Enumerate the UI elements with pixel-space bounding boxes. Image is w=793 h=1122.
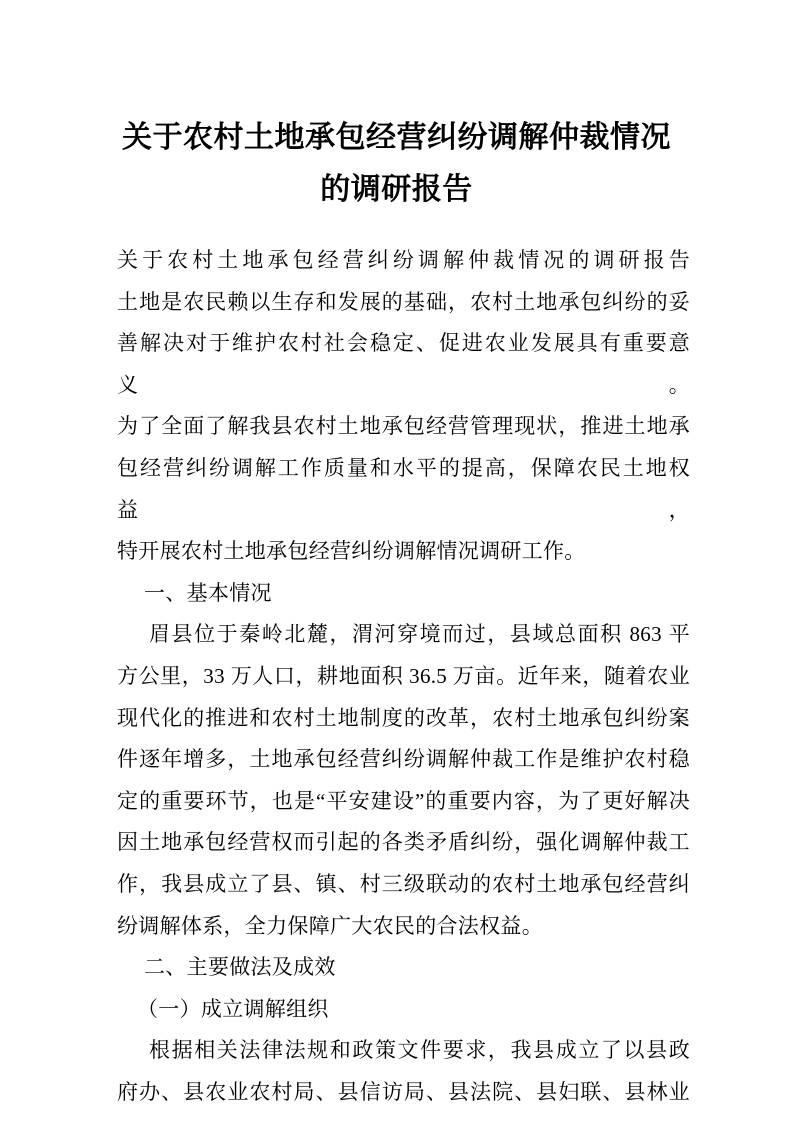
text-line: 特开展农村土地承包经营纠纷调解情况调研工作。 [117, 539, 586, 564]
document-title-line: 的调研报告 [320, 173, 473, 206]
text-line: 根据相关法律法规和政策文件要求，我县成立了以县政 [149, 1038, 690, 1063]
text-line: 纷调解体系，全力保障广大农民的合法权益。 [117, 913, 543, 938]
text-line: 眉县位于秦岭北麓，渭河穿境而过，县域总面积 863 平 [149, 622, 690, 647]
text-line: 定的重要环节，也是“平安建设”的重要内容，为了更好解决 [117, 788, 690, 813]
section-heading: 二、主要做法及成效 [144, 955, 336, 980]
document-title-line: 关于农村土地承包经营纠纷调解仲裁情况 [122, 121, 671, 154]
text-line: 为了全面了解我县农村土地承包经营管理现状，推进土地承 [117, 414, 690, 439]
section-heading: 一、基本情况 [144, 580, 272, 605]
document-body [117, 240, 690, 1113]
text-line: 府办、县农业农村局、县信访局、县法院、县妇联、县林业 [117, 1079, 690, 1104]
text-line: 善解决对于维护农村社会稳定、促进农业发展具有重要意义。 [117, 331, 690, 397]
subsection-heading: （一）成立调解组织 [137, 996, 329, 1021]
text-line: 作，我县成立了县、镇、村三级联动的农村土地承包经营纠 [117, 871, 690, 896]
text-line: 现代化的推进和农村土地制度的改革，农村土地承包纠纷案 [117, 705, 690, 730]
text-line: 关于农村土地承包经营纠纷调解仲裁情况的调研报告 [117, 248, 690, 272]
text-line: 土地是农民赖以生存和发展的基础，农村土地承包纠纷的妥 [117, 289, 690, 314]
text-line: 方公里，33 万人口，耕地面积 36.5 万亩。近年来，随着农业 [117, 663, 690, 688]
text-line: 因土地承包经营权而引起的各类矛盾纠纷，强化调解仲裁工 [117, 830, 690, 855]
text-line: 件逐年增多，土地承包经营纠纷调解仲裁工作是维护农村稳 [117, 747, 690, 772]
document-title [0, 0, 793, 216]
text-line: 包经营纠纷调解工作质量和水平的提高，保障农民土地权益， [117, 455, 690, 522]
